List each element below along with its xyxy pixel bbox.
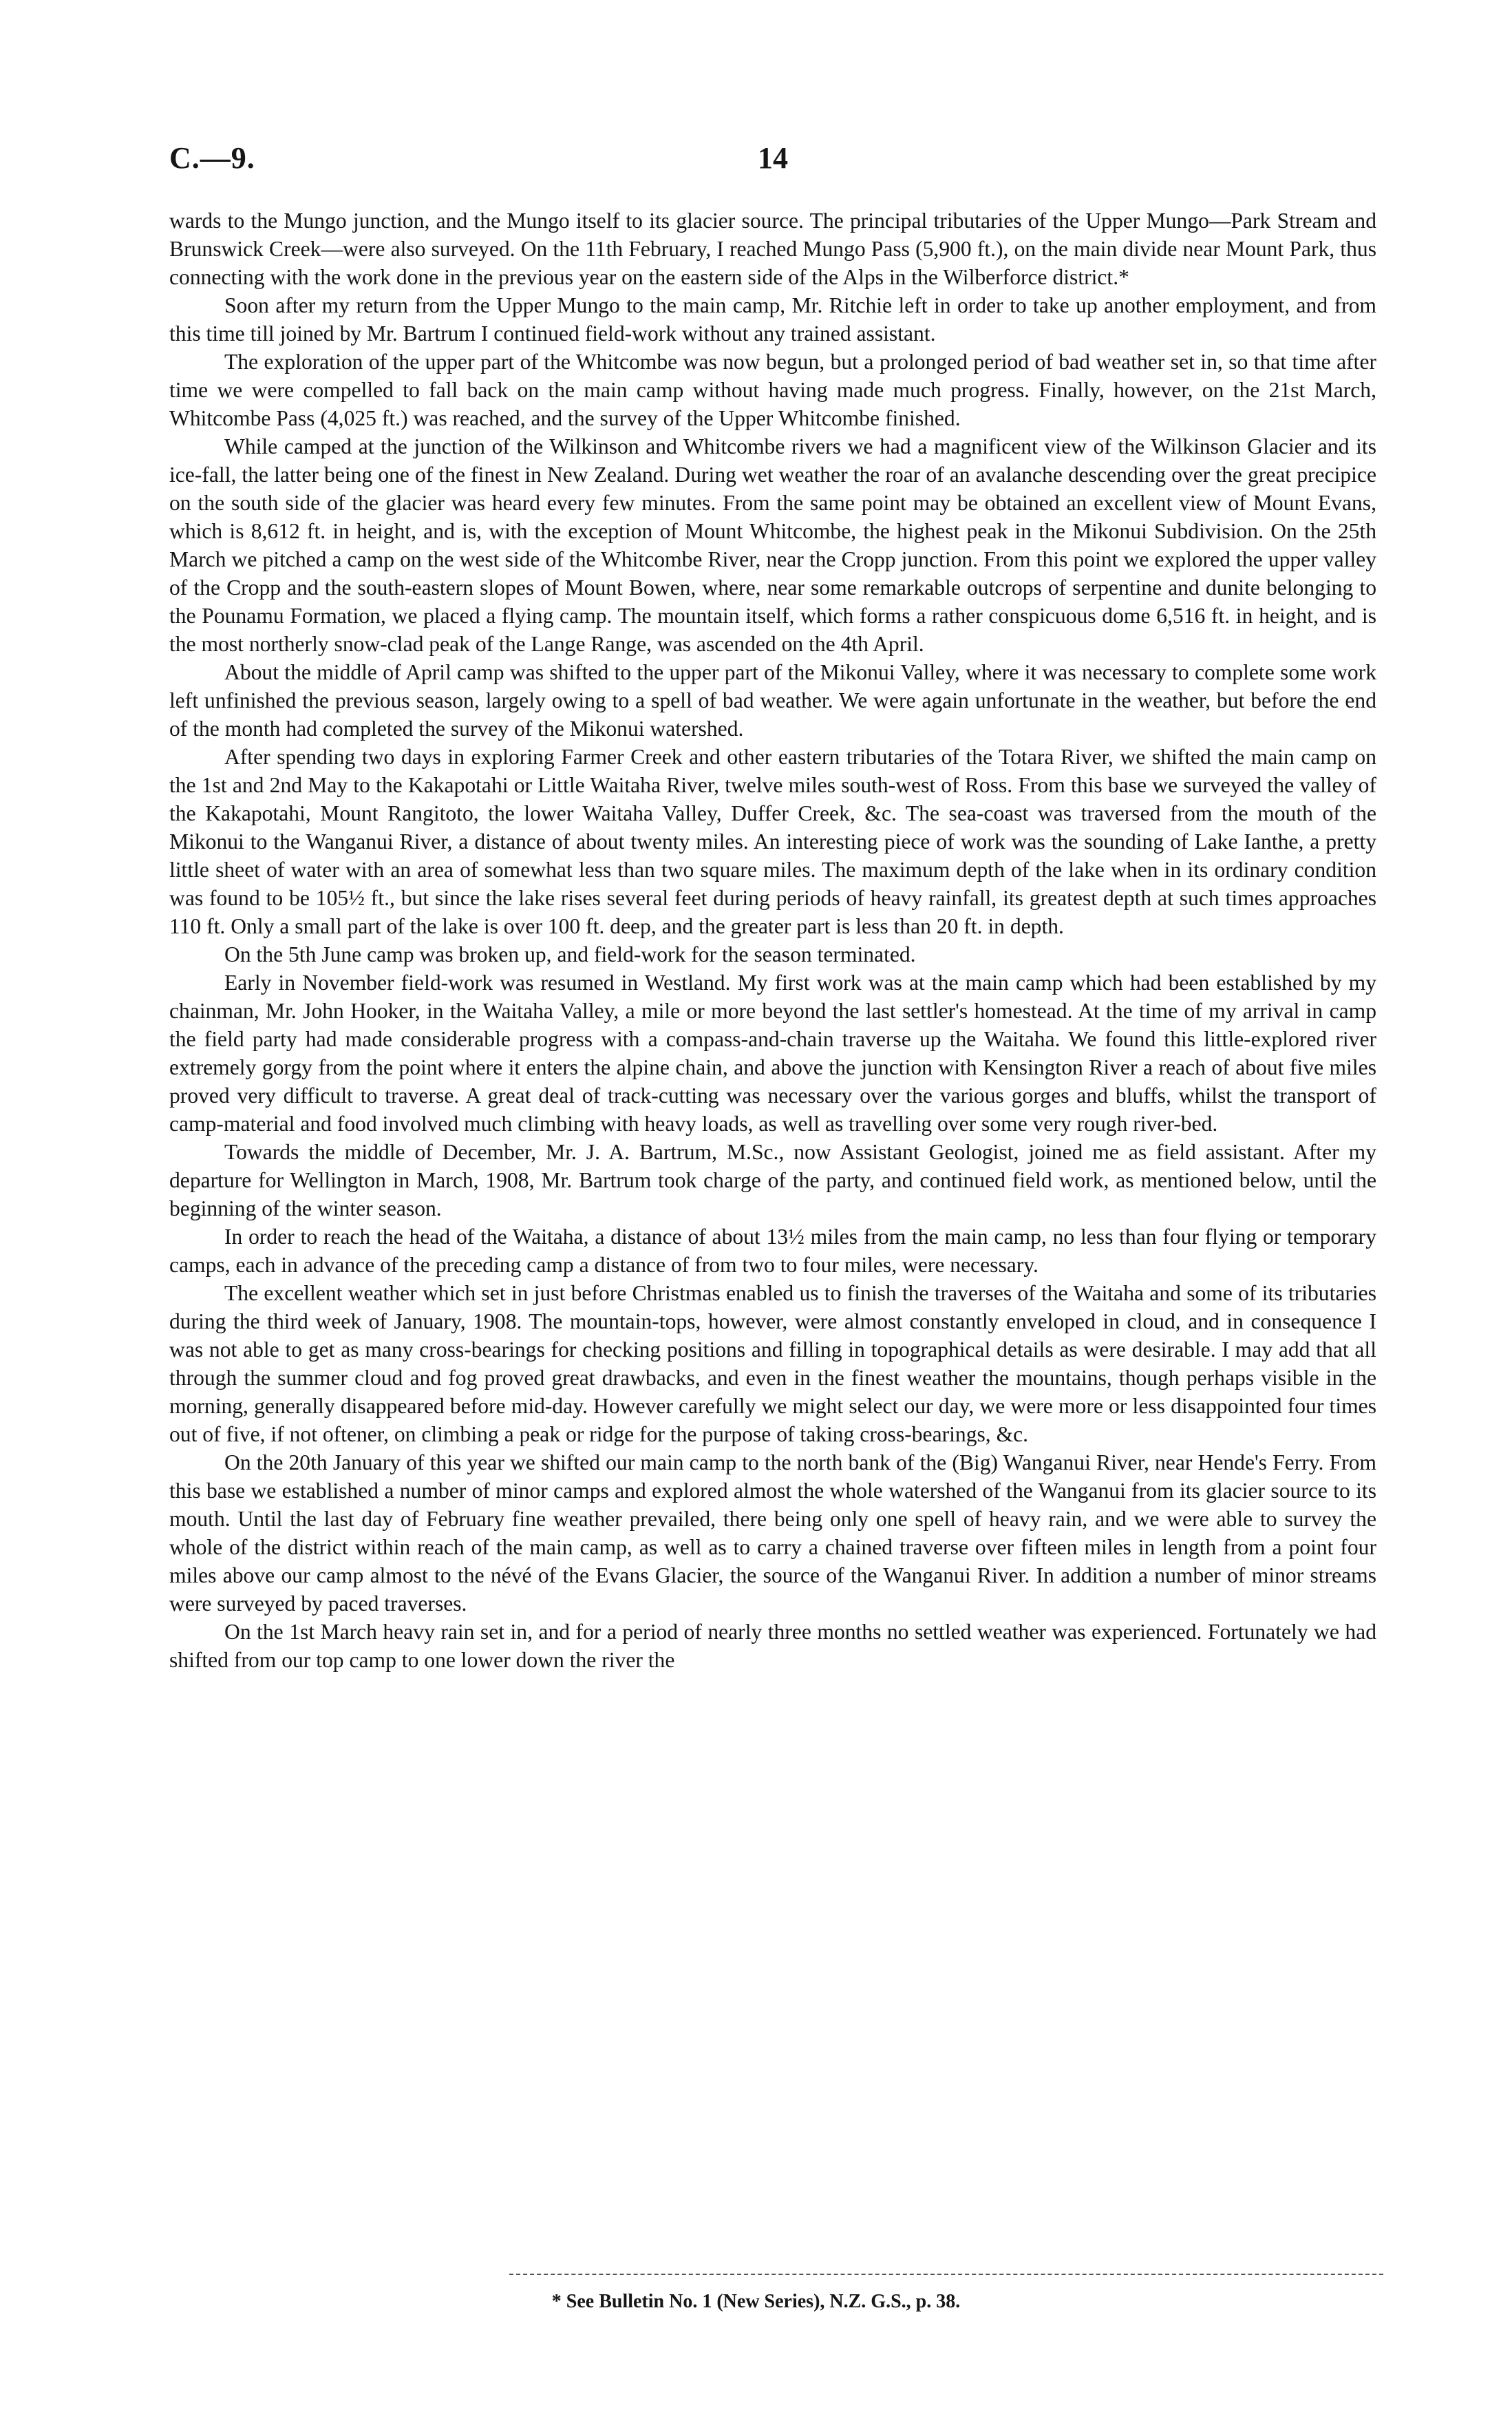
paragraph-8: Early in November field-work was resumed in Westland. My first work was at the main camp which had been established by my chainman, Mr. John Hooker, in the Waitaha Valley, a mile or more beyond the last settler's homestead. At the time of my arrival in camp the field party had made considerable progress with a compass-and-chain traverse up the Waitaha. We found this little-explored river extremely gorgy from the point where it enters the alpine chain, and above the junction with Kensington River a reach of about five miles proved very difficult to traverse. A great deal of track-cutting was necessary over the various gorges and bluffs, whilst the transport of camp-material and food involved much climbing with heavy loads, as well as travelling over some very rough river-bed. (169, 971, 1376, 1136)
paragraph-3: The exploration of the upper part of the Whitcombe was now begun, but a prolonged period of bad weather set in, so that time after time we were compelled to fall back on the main camp without having made much progress. Finally, however, on the 21st March, Whitcombe Pass (4,025 ft.) was reached, and the survey of the Upper Whitcombe finished. (169, 350, 1376, 430)
paragraph-5: About the middle of April camp was shifted to the upper part of the Mikonui Valley, where it was necessary to complete some work left unfinished the previous season, largely owing to a spell of bad weather. We were again unfortunate in the weather, but before the end of the month had completed the survey of the Mikonui watershed. (169, 660, 1376, 741)
paragraph-9: Towards the middle of December, Mr. J. A. Bartrum, M.Sc., now Assistant Geologist, joined me as field assistant. After my departure for Wellington in March, 1908, Mr. Bartrum took charge of the party, and continued field work, as mentioned below, until the beginning of the winter season. (169, 1140, 1376, 1220)
footnote: * See Bulletin No. 1 (New Series), N.Z. G.S., p. 38. (551, 2291, 961, 2312)
footnote-divider (509, 2274, 1383, 2275)
paragraph-6: After spending two days in exploring Farmer Creek and other eastern tributaries of the Totara River, we shifted the main camp on the 1st and 2nd May to the Kakapotahi or Little Waitaha River, twelve miles south-west of Ross. From this base we surveyed the valley of the Kakapotahi, Mount Rangitoto, the lower Waitaha Valley, Duffer Creek, &c. The sea-coast was traversed from the mouth of the Mikonui to the Wanganui River, a distance of about twenty miles. An interesting piece of work was the sounding of Lake Ianthe, a pretty little sheet of water with an area of somewhat less than two square miles. The maximum depth of the lake when in its ordinary condition was found to be 105½ ft., but since the lake rises several feet during periods of heavy rainfall, its greatest depth at such times approaches 110 ft. Only a small part of the lake is over 100 ft. deep, and the greater part is less than 20 ft. in depth. (169, 745, 1376, 938)
paragraph-11: The excellent weather which set in just before Christmas enabled us to finish the traverses of the Waitaha and some of its tributaries during the third week of January, 1908. The mountain-tops, however, were almost constantly enveloped in cloud, and in consequence I was not able to get as many cross-bearings for checking positions and filling in topographical details as were desirable. I may add that all through the summer cloud and fog proved great drawbacks, and even in the finest weather the mountains, though perhaps visible in the morning, generally disappeared before mid-day. However carefully we might select our day, we were more or less disappointed four times out of five, if not oftener, on climbing a peak or ridge for the purpose of taking cross-bearings, &c. (169, 1281, 1376, 1446)
document-reference: C.—9. (169, 141, 255, 175)
paragraph-13: On the 1st March heavy rain set in, and for a period of nearly three months no settled weather was experienced. Fortunately we had shifted from our top camp to one lower down the river the (169, 1620, 1376, 1672)
page-header (169, 140, 1376, 182)
paragraph-7: On the 5th June camp was broken up, and field-work for the season terminated. (224, 942, 916, 966)
paragraph-2: Soon after my return from the Upper Mungo to the main camp, Mr. Ritchie left in order to take up another employment, and from this time till joined by Mr. Bartrum I continued field-work without any trained assistant. (169, 293, 1376, 346)
page-number: 14 (758, 141, 788, 175)
body-text (169, 207, 1376, 1674)
paragraph-10: In order to reach the head of the Waitaha, a distance of about 13½ miles from the main camp, no less than four flying or temporary camps, each in advance of the preceding camp a distance of from two to four miles, were necessary. (169, 1225, 1376, 1277)
paragraph-4: While camped at the junction of the Wilkinson and Whitcombe rivers we had a magnificent view of the Wilkinson Glacier and its ice-fall, the latter being one of the finest in New Zealand. During wet weather the roar of an avalanche descending over the great precipice on the south side of the glacier was heard every few minutes. From the same point may be obtained an excellent view of Mount Evans, which is 8,612 ft. in height, and is, with the exception of Mount Whitcombe, the highest peak in the Mikonui Subdivision. On the 25th March we pitched a camp on the west side of the Whitcombe River, near the Cropp junction. From this point we explored the upper valley of the Cropp and the south-eastern slopes of Mount Bowen, where, near some remarkable outcrops of serpentine and dunite belonging to the Pounamu Formation, we placed a flying camp. The mountain itself, which forms a rather conspicuous dome 6,516 ft. in height, and is the most northerly snow-clad peak of the Lange Range, was ascended on the 4th April. (169, 434, 1376, 656)
paragraph-12: On the 20th January of this year we shifted our main camp to the north bank of the (Big) Wanganui River, near Hende's Ferry. From this base we established a number of minor camps and explored almost the whole watershed of the Wanganui from its glacier source to its mouth. Until the last day of February fine weather prevailed, there being only one spell of heavy rain, and we were able to survey the whole of the district within reach of the main camp, as well as to carry a chained traverse over fifteen miles in length from a point four miles above our camp almost to the névé of the Evans Glacier, the source of the Wanganui River. In addition a number of minor streams were surveyed by paced traverses. (169, 1450, 1376, 1616)
paragraph-1: wards to the Mungo junction, and the Mungo itself to its glacier source. The principal tributaries of the Upper Mungo—Park Stream and Brunswick Creek—were also surveyed. On the 11th February, I reached Mungo Pass (5,900 ft.), on the main divide near Mount Park, thus connecting with the work done in the previous year on the eastern side of the Alps in the Wilberforce district.* (169, 209, 1376, 289)
